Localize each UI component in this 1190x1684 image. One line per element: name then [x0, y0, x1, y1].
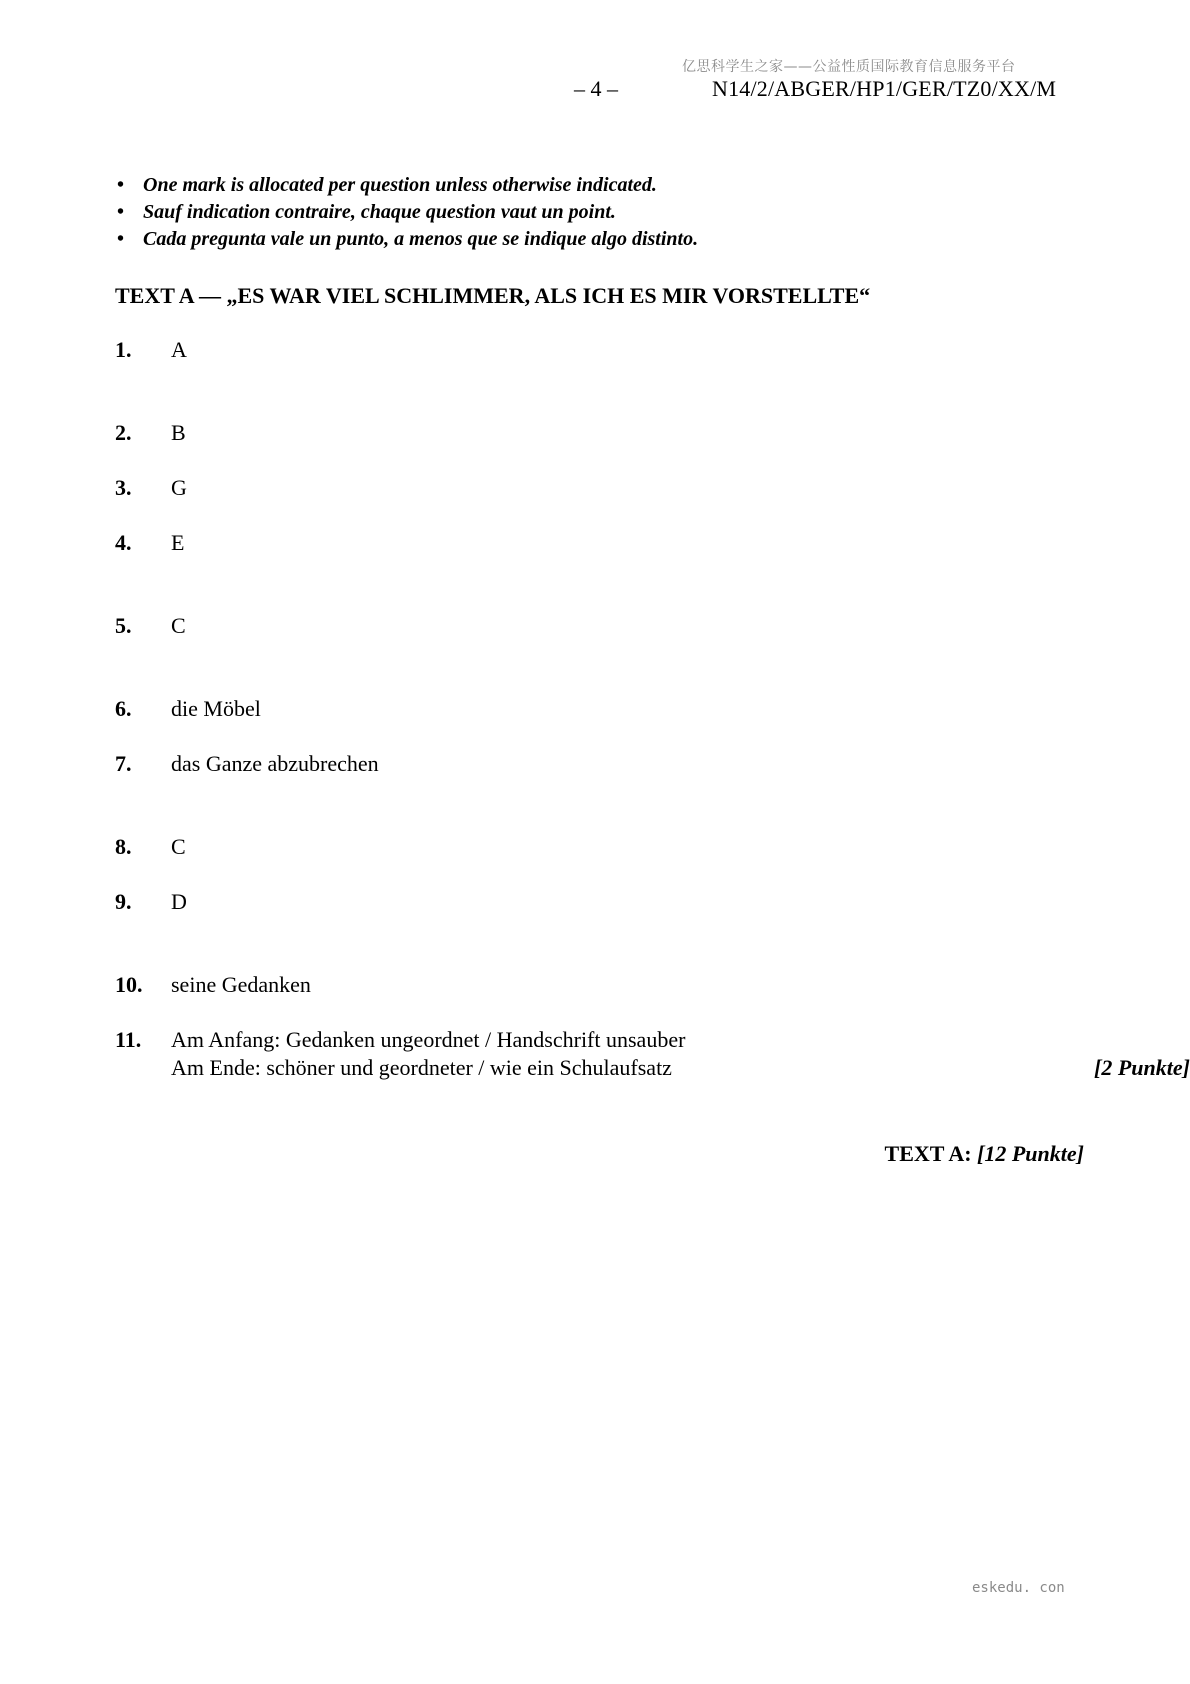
instruction-text: One mark is allocated per question unless otherwise indicated. — [143, 174, 657, 196]
question-number: 1. — [115, 337, 132, 362]
question-answer: C — [171, 834, 186, 859]
question-answer: B — [171, 420, 186, 445]
bullet-icon: • — [117, 174, 125, 196]
question-number: 11. — [115, 1027, 142, 1052]
question-answer: E — [171, 530, 185, 555]
question-answer: A — [171, 337, 187, 362]
section-total — [885, 1141, 1084, 1167]
question-answer: G — [171, 475, 187, 500]
question-number: 6. — [115, 696, 132, 721]
question-answer: seine Gedanken — [171, 972, 311, 997]
instruction-text: Sauf indication contraire, chaque question vaut un point. — [143, 201, 616, 223]
instruction-list — [115, 172, 698, 253]
question-answer: das Ganze abzubrechen — [171, 751, 379, 776]
question-number: 2. — [115, 420, 132, 445]
document-code: N14/2/ABGER/HP1/GER/TZ0/XX/M — [712, 76, 1057, 101]
bullet-icon: • — [117, 228, 125, 250]
total-points: [12 Punkte] — [977, 1141, 1084, 1166]
question-answer: Am Anfang: Gedanken ungeordnet / Handschrift unsauber — [171, 1027, 686, 1052]
section-heading: TEXT A — „ES WAR VIEL SCHLIMMER, ALS ICH ES MIR VORSTELLTE“ — [115, 283, 871, 308]
question-number: 8. — [115, 834, 132, 859]
watermark-top: 亿思科学生之家——公益性质国际教育信息服务平台 — [682, 59, 1016, 75]
page-number: – 4 – — [574, 76, 618, 101]
watermark-bottom: eskedu. con — [972, 1580, 1065, 1596]
question-number: 3. — [115, 475, 132, 500]
question-answer-line2: Am Ende: schöner und geordneter / wie ein Schulaufsatz — [171, 1055, 672, 1080]
question-answer: C — [171, 613, 186, 638]
instruction-text: Cada pregunta vale un punto, a menos que se indique algo distinto. — [143, 228, 699, 250]
question-points: [2 Punkte] — [1094, 1055, 1190, 1080]
question-answer: die Möbel — [171, 696, 261, 721]
bullet-icon: • — [117, 201, 125, 223]
total-label: TEXT A: — [884, 1141, 972, 1166]
question-number: 4. — [115, 530, 132, 555]
instruction-item — [115, 199, 698, 226]
instruction-item — [115, 226, 698, 253]
question-number: 9. — [115, 889, 132, 914]
question-number: 7. — [115, 751, 132, 776]
instruction-item — [115, 172, 698, 199]
question-answer: D — [171, 889, 187, 914]
question-number: 10. — [115, 972, 143, 997]
question-number: 5. — [115, 613, 132, 638]
